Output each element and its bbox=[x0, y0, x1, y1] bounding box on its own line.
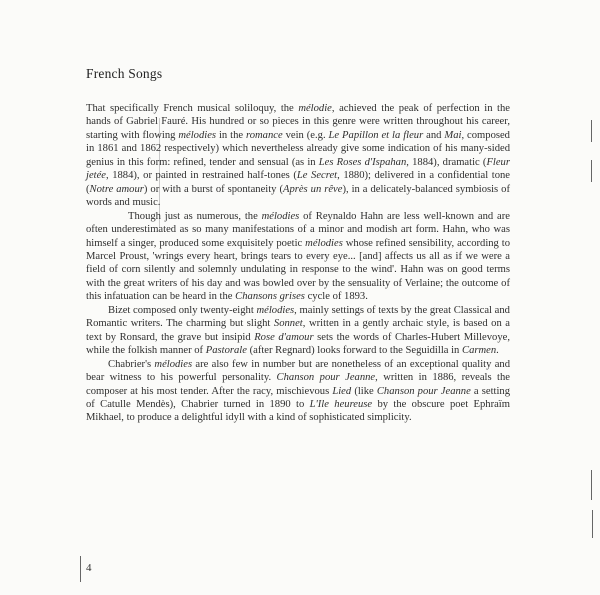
text-run: Chabrier's bbox=[108, 358, 155, 370]
text-run: by the obscure poet Ephraïm Mikhael, to produce a delightful idyll with a kind of sophisticated simplicity. bbox=[86, 398, 510, 424]
text-run: (after Regnard) looks forward to the Seguidilla in bbox=[246, 345, 463, 357]
italic-title: Rose d'amour bbox=[254, 331, 314, 343]
binding-mark-bottom bbox=[80, 556, 81, 582]
italic-title: mélodie bbox=[298, 103, 332, 114]
italic-title: Notre amour bbox=[89, 183, 144, 195]
edge-mark-4 bbox=[592, 510, 593, 538]
italic-title: Lied bbox=[332, 385, 352, 397]
italic-title: mélodies bbox=[178, 129, 217, 141]
italic-title: romance bbox=[246, 129, 283, 141]
text-run: in the bbox=[216, 129, 246, 141]
text-run: , written in a gently archaic style, is based on a text by Ronsard, the grave but insipid bbox=[86, 318, 511, 343]
edge-mark-3 bbox=[591, 470, 592, 500]
text-run: , 1880); delivered in a confidential tone ( bbox=[86, 170, 510, 195]
text-run: of Reynaldo Hahn are less well-known and are often underestimated as so many manifestations of a minor and modish art form. Hahn, who was himself a singer, produced some exquisitely poetic bbox=[86, 210, 510, 249]
text-run: vein (e.g. bbox=[282, 129, 329, 141]
italic-title: mélodies bbox=[154, 358, 193, 370]
edge-mark-2 bbox=[591, 160, 592, 182]
italic-title: Après un rêve bbox=[282, 183, 343, 195]
text-run: Bizet composed only twenty-eight bbox=[108, 304, 257, 316]
italic-title: Chanson pour Jeanne bbox=[276, 372, 376, 384]
text-run: , 1884), dramatic ( bbox=[406, 156, 487, 168]
italic-title: Le Papillon et la fleur bbox=[328, 129, 424, 141]
text-run: and bbox=[423, 129, 445, 141]
page-number: 4 bbox=[86, 562, 92, 574]
text-run: Though just as numerous, the bbox=[128, 210, 262, 222]
italic-title: Chansons grises bbox=[235, 291, 305, 303]
paragraph-chabrier bbox=[86, 358, 510, 425]
italic-title: Fleur jetée bbox=[86, 156, 510, 182]
text-run: sets the words of Charles-Hubert Millevoye, while the folkish manner of bbox=[86, 331, 510, 357]
text-run: a setting of Catulle Mendès), Chabrier turned in 1890 to bbox=[86, 385, 511, 410]
text-run: That specifically French musical soliloquy, the bbox=[86, 103, 299, 114]
italic-title: mélodies bbox=[305, 237, 343, 249]
text-run: , 1884), or painted in restrained half-tones ( bbox=[106, 170, 297, 182]
italic-title: Carmen bbox=[462, 345, 497, 357]
text-run: (like bbox=[351, 385, 377, 397]
italic-title: Le Secret bbox=[296, 170, 338, 182]
italic-title: Sonnet bbox=[273, 318, 303, 330]
italic-title: Chanson pour Jeanne bbox=[376, 385, 471, 397]
italic-title: mélodies bbox=[261, 210, 300, 222]
edge-mark-1 bbox=[591, 120, 592, 142]
text-run: , written in 1886, reveals the composer at his most tender. After the racy, mischievous bbox=[86, 372, 511, 397]
text-run: , mainly settings of texts by the great Classical and Romantic writers. The charming but slight bbox=[86, 304, 510, 330]
text-run: , composed in 1861 and 1862 respectively) which nevertheless already give some indication of his many-sided genius in this form: refined, tender and sensual (as in bbox=[86, 129, 510, 168]
italic-title: Pastorale bbox=[205, 345, 247, 357]
body-text bbox=[86, 102, 510, 425]
italic-title: Les Roses d'Ispahan bbox=[318, 156, 407, 168]
paragraph-hahn bbox=[86, 210, 510, 304]
text-run: . bbox=[496, 345, 499, 357]
paragraph-faure bbox=[86, 102, 510, 210]
text-run: , achieved the peak of perfection in the hands of Gabriel Fauré. His hundred or so pieces in this genre were written throughout his career, starting with flowing bbox=[86, 103, 510, 141]
text-run: cycle of 1893. bbox=[304, 291, 368, 303]
italic-title: mélodies bbox=[256, 304, 295, 316]
text-run: ) or with a burst of spontaneity ( bbox=[143, 183, 283, 195]
text-run: ), in a delicately-balanced symbiosis of words and music. bbox=[86, 183, 510, 209]
page-heading: French Songs bbox=[86, 66, 163, 81]
paragraph-bizet bbox=[86, 304, 510, 358]
italic-title: L'Ile heureuse bbox=[309, 398, 373, 410]
italic-title: Mai bbox=[444, 129, 462, 141]
text-run: whose refined sensibility, according to Marcel Proust, 'wrings every heart, brings tears to every eye... [and] affects us all as if we were a field of corn silently and solemnly undulating in response to the wind'. Hahn was on good terms with the great writers of his day and was bowled over by the sensuality of Verlaine; the outcome of this infatuation can be heard in the bbox=[86, 237, 511, 303]
text-run: are also few in number but are nonetheless of an exceptional quality and bear witness to his powerful personality. bbox=[86, 358, 510, 384]
